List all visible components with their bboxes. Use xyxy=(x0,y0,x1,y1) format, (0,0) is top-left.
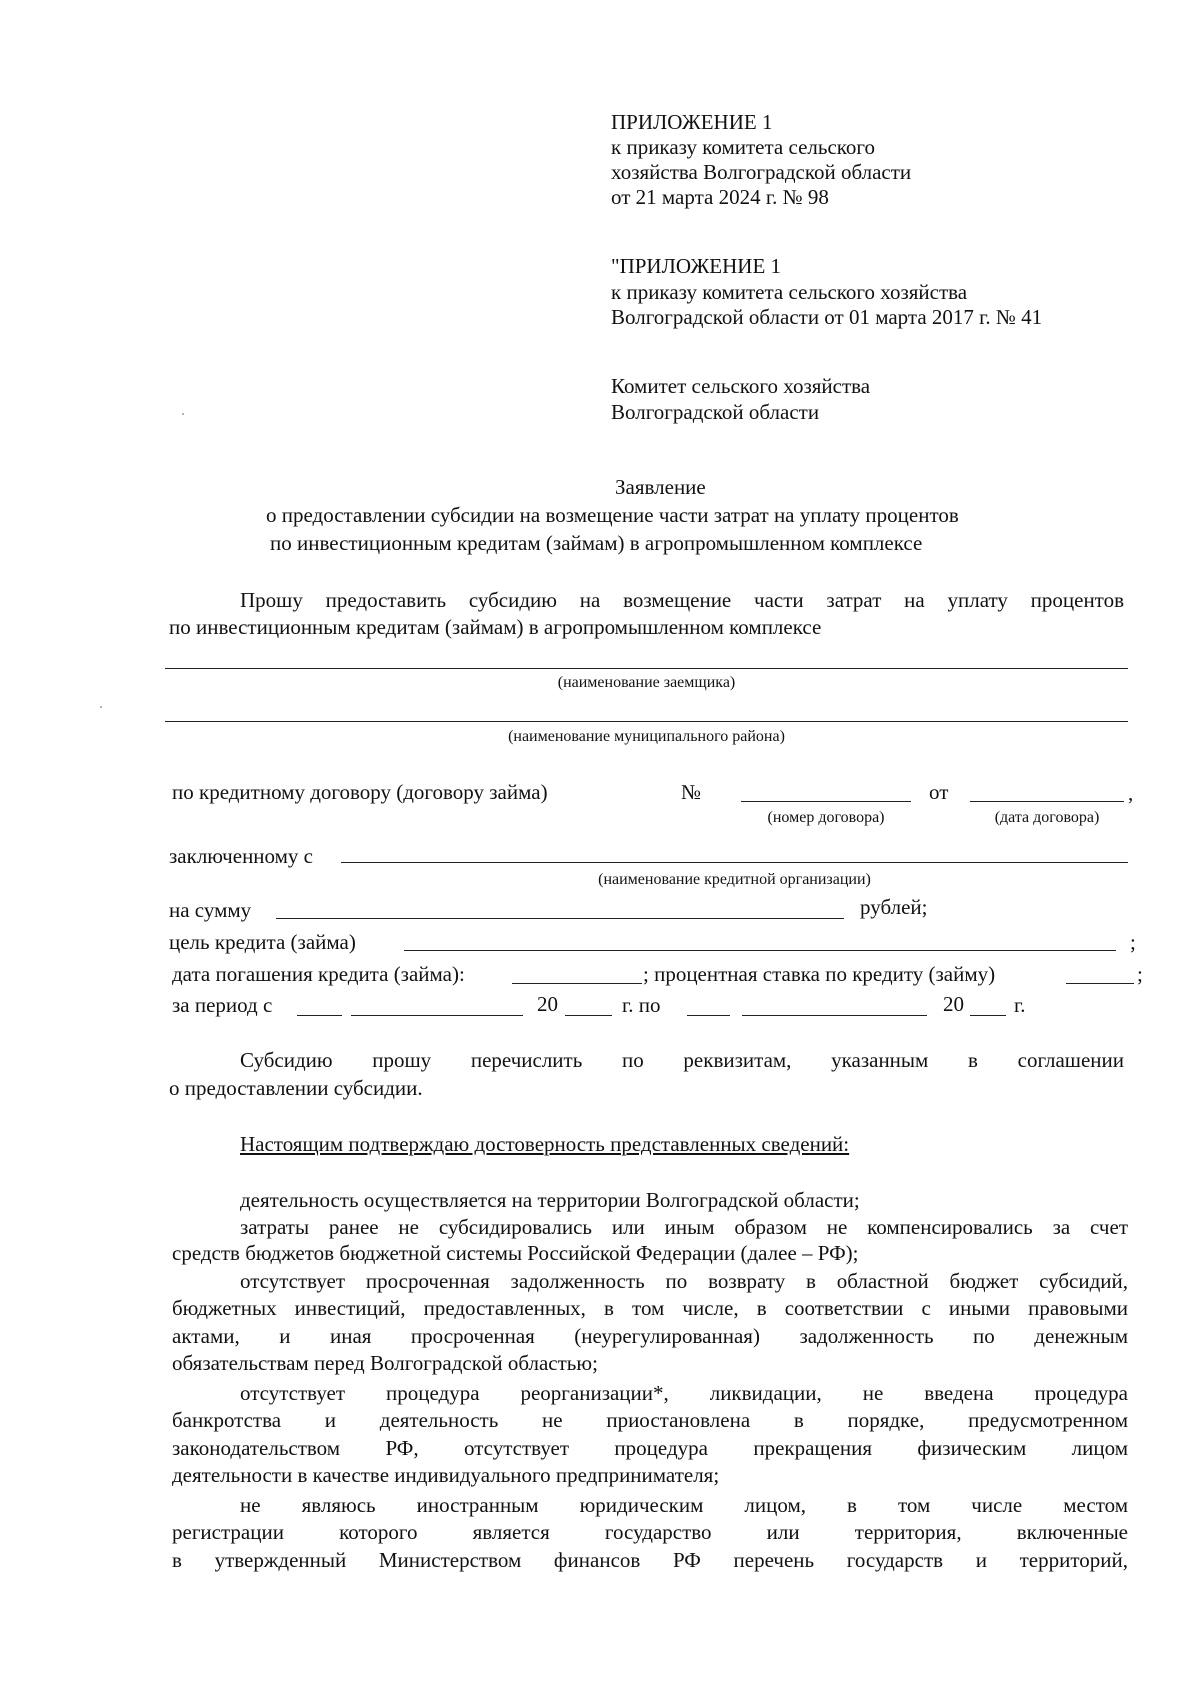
period-end-year-field[interactable] xyxy=(970,1015,1006,1016)
confirmation-item: деятельность осуществляется на территории Волгоградской области; xyxy=(240,1188,860,1212)
appendix-title: ПРИЛОЖЕНИЕ 1 xyxy=(611,110,773,134)
period-start-month-field[interactable] xyxy=(351,1015,523,1016)
purpose-semicolon: ; xyxy=(1130,930,1136,954)
appendix-title-quoted: "ПРИЛОЖЕНИЕ 1 xyxy=(611,254,782,278)
confirmation-heading: Настоящим подтверждаю достоверность представленных сведений: xyxy=(240,1132,850,1156)
rate-semicolon: ; xyxy=(1137,962,1143,986)
contract-date-caption: (дата договора) xyxy=(994,809,1100,826)
document-subtitle: по инвестиционным кредитам (займам) в агропромышленном комплексе xyxy=(270,531,923,555)
transfer-text: Субсидию прошу перечислить по реквизитам, указанным в соглашении xyxy=(240,1048,1124,1072)
rubles-label: рублей; xyxy=(860,895,928,919)
appendix-order-line: хозяйства Волгоградской области xyxy=(611,160,912,184)
period-label: за период с xyxy=(172,993,273,1017)
period-start-year-prefix: 20 xyxy=(537,992,558,1016)
recipient-line: Волгоградской области xyxy=(611,400,820,424)
confirmation-item: банкротства и деятельность не приостановлена в порядке, предусмотренном xyxy=(172,1408,1128,1432)
contract-number-sign: № xyxy=(681,780,702,804)
confirmation-item: бюджетных инвестиций, предоставленных, в том числе, в соответствии с иными правовыми xyxy=(172,1296,1128,1320)
confirmation-item: актами, и иная просроченная (неурегулированная) задолженность по денежным xyxy=(172,1324,1128,1348)
period-end-day-field[interactable] xyxy=(687,1015,730,1016)
concluded-label: заключенному с xyxy=(169,844,314,868)
period-end-suffix: г. xyxy=(1014,993,1026,1017)
recipient-line: Комитет сельского хозяйства xyxy=(611,374,871,398)
district-name-caption: (наименование муниципального района) xyxy=(508,728,785,745)
confirmation-item: законодательством РФ, отсутствует процедура прекращения физическим лицом xyxy=(172,1436,1128,1460)
contract-number-field[interactable] xyxy=(741,801,911,802)
scan-speck xyxy=(100,706,102,708)
period-start-year-field[interactable] xyxy=(565,1015,612,1016)
appendix-order-date: от 21 марта 2024 г. № 98 xyxy=(611,185,829,209)
sum-label: на сумму xyxy=(169,898,252,922)
period-start-day-field[interactable] xyxy=(297,1015,342,1016)
contract-label: по кредитному договору (договору займа) xyxy=(172,780,548,804)
confirmation-item: в утвержденный Министерством финансов РФ перечень государств и территорий, xyxy=(172,1548,1128,1572)
interest-rate-field[interactable] xyxy=(1066,983,1134,984)
appendix-order-date: Волгоградской области от 01 марта 2017 г. № 41 xyxy=(611,305,1043,329)
appendix-order-line: к приказу комитета сельского хозяйства xyxy=(611,280,968,304)
confirmation-item: отсутствует просроченная задолженность по возврату в областной бюджет субсидий, xyxy=(240,1269,1128,1293)
document-subtitle: о предоставлении субсидии на возмещение части затрат на уплату процентов xyxy=(266,503,959,527)
appendix-order-line: к приказу комитета сельского xyxy=(611,135,876,159)
confirmation-item: не являюсь иностранным юридическим лицом, в том числе местом xyxy=(240,1493,1128,1517)
period-to-label: г. по xyxy=(622,993,661,1017)
contract-from-label: от xyxy=(929,780,949,804)
confirmation-item: затраты ранее не субсидировались или иным образом не компенсировались за счет xyxy=(240,1215,1128,1239)
borrower-name-caption: (наименование заемщика) xyxy=(557,674,736,691)
transfer-text: о предоставлении субсидии. xyxy=(169,1076,423,1100)
interest-rate-label: ; процентная ставка по кредиту (займу) xyxy=(643,962,996,986)
repayment-date-label: дата погашения кредита (займа): xyxy=(172,962,465,986)
borrower-name-field[interactable] xyxy=(165,668,1128,669)
purpose-label: цель кредита (займа) xyxy=(169,930,356,954)
request-text: по инвестиционным кредитам (займам) в агропромышленном комплексе xyxy=(169,615,822,639)
request-text: Прошу предоставить субсидию на возмещение части затрат на уплату процентов xyxy=(240,588,1124,612)
contract-number-caption: (номер договора) xyxy=(767,809,885,826)
contract-date-field[interactable] xyxy=(970,801,1124,802)
confirmation-item: средств бюджетов бюджетной системы Российской Федерации (далее – РФ); xyxy=(172,1241,859,1265)
purpose-field[interactable] xyxy=(404,950,1116,951)
scan-speck xyxy=(182,413,184,415)
confirmation-item: отсутствует процедура реорганизации*, ликвидации, не введена процедура xyxy=(240,1381,1128,1405)
period-end-month-field[interactable] xyxy=(742,1015,927,1016)
credit-org-caption: (наименование кредитной организации) xyxy=(598,871,871,888)
confirmation-item: обязательствам перед Волгоградской областью; xyxy=(172,1351,598,1375)
repayment-date-field[interactable] xyxy=(512,983,642,984)
period-end-year-prefix: 20 xyxy=(943,992,964,1016)
contract-comma: , xyxy=(1128,781,1134,805)
credit-org-field[interactable] xyxy=(341,862,1128,863)
district-name-field[interactable] xyxy=(165,721,1128,722)
sum-field[interactable] xyxy=(276,918,844,919)
document-title: Заявление xyxy=(615,475,706,499)
confirmation-item: регистрации которого является государство или территория, включенные xyxy=(172,1520,1128,1544)
confirmation-item: деятельности в качестве индивидуального предпринимателя; xyxy=(172,1463,720,1487)
